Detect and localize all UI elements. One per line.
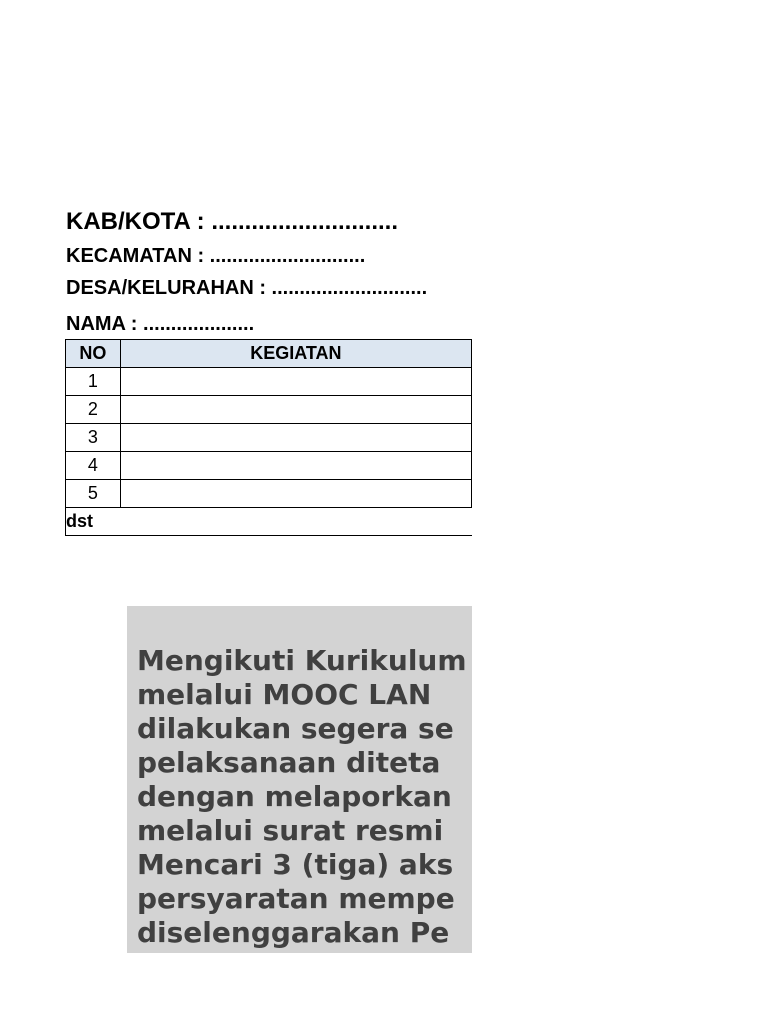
note-line: melalui surat resmi bbox=[137, 814, 444, 847]
table-row bbox=[66, 452, 472, 480]
kegiatan-cell[interactable] bbox=[120, 452, 471, 480]
row-number: 2 bbox=[66, 396, 121, 424]
note-line: dengan melaporkan bbox=[137, 780, 452, 813]
desa-kelurahan-label: DESA/KELURAHAN : ............................ bbox=[66, 277, 428, 299]
note-line: persyaratan mempe bbox=[137, 882, 455, 915]
kecamatan-label: KECAMATAN : ............................ bbox=[66, 245, 366, 267]
row-number: 5 bbox=[66, 480, 121, 508]
dst-label: dst bbox=[66, 508, 472, 536]
table-row bbox=[66, 396, 472, 424]
table-row bbox=[66, 368, 472, 396]
kegiatan-cell[interactable] bbox=[120, 368, 471, 396]
note-line: melalui MOOC LAN bbox=[137, 678, 432, 711]
kegiatan-cell[interactable] bbox=[120, 480, 471, 508]
kab-kota-label: KAB/KOTA : ............................ bbox=[66, 208, 399, 235]
note-box bbox=[127, 606, 472, 953]
note-line: Mencari 3 (tiga) aks bbox=[137, 848, 454, 881]
note-text bbox=[137, 644, 472, 950]
table-footer-row bbox=[66, 508, 472, 536]
table-header-row bbox=[66, 340, 472, 368]
kegiatan-cell[interactable] bbox=[120, 424, 471, 452]
table-row bbox=[66, 424, 472, 452]
row-number: 1 bbox=[66, 368, 121, 396]
kegiatan-table bbox=[65, 339, 472, 536]
column-header-kegiatan: KEGIATAN bbox=[120, 340, 471, 368]
table-row bbox=[66, 480, 472, 508]
nama-label: NAMA : .................... bbox=[66, 313, 255, 335]
row-number: 4 bbox=[66, 452, 121, 480]
note-line: diselenggarakan Pe bbox=[137, 916, 450, 949]
kegiatan-cell[interactable] bbox=[120, 396, 471, 424]
note-line: Mengikuti Kurikulum bbox=[137, 644, 467, 677]
note-line: pelaksanaan diteta bbox=[137, 746, 441, 779]
note-line: dilakukan segera se bbox=[137, 712, 454, 745]
row-number: 3 bbox=[66, 424, 121, 452]
column-header-no: NO bbox=[66, 340, 121, 368]
